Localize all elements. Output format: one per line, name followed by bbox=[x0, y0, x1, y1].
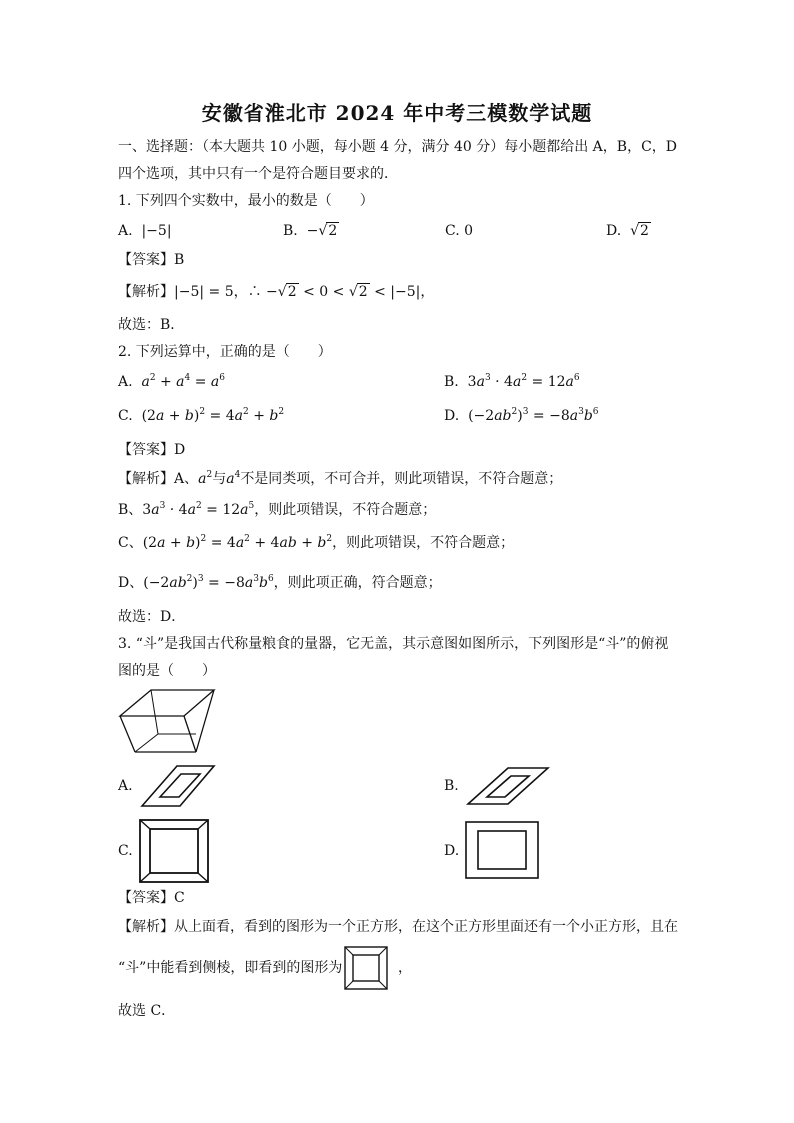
q2-analysis-c-prefix: C、 bbox=[118, 535, 143, 551]
q3-stem-line2: 图的是（ ） bbox=[118, 663, 216, 679]
q2-analysis-a-text: 不是同类项，不可合并，则此项错误，不符合题意； bbox=[240, 471, 563, 487]
q1-option-d-label: D. bbox=[606, 223, 622, 239]
q3-analysis-text1: 从上面看，看到的图形为一个正方形，在这个正方形里面还有一个小正方形，且在 bbox=[174, 919, 678, 935]
q3-option-b-figure bbox=[466, 766, 550, 806]
q1-option-d: D. √2 bbox=[606, 223, 649, 239]
q2-option-a-label: A. bbox=[118, 374, 133, 390]
page-title: 安徽省淮北市 2024 年中考三模数学试题 bbox=[201, 101, 593, 125]
q3-analysis-line2 bbox=[118, 958, 342, 978]
q3-analysis-line1 bbox=[118, 917, 678, 937]
section-instruction-line1: 一、选择题：（本大题共 10 小题，每小题 4 分，满分 40 分）每小题都给出 A，B，C，D bbox=[118, 139, 678, 155]
q2-analysis-b-text: ，则此项错误，不符合题意； bbox=[254, 502, 437, 518]
q3-stem-line1: 3. “斗”是我国古代称量粮食的量器，它无盖，其示意图如图所示，下列图形是“斗”的俯视 bbox=[118, 636, 669, 652]
q2-analysis-c-text: ，则此项错误，不符合题意； bbox=[332, 535, 515, 551]
q1-answer: 【答案】B bbox=[118, 252, 185, 268]
q2-analysis-b: B、$3a^3 \cdot 4a^2 = 12a^5$，则此项错误，不符合题意； bbox=[118, 501, 437, 518]
q1-stem: 1. 下列四个实数中，最小的数是（ ） bbox=[118, 193, 374, 209]
q3-conclusion: 故选 C． bbox=[118, 1003, 176, 1019]
q1-option-a-label: A. bbox=[118, 223, 133, 239]
q3-analysis-text2a: “斗”中能看到侧棱，即看到的图形为 bbox=[118, 960, 343, 976]
q2-analysis-a-mid: 与 bbox=[212, 471, 227, 487]
q3-option-d-label: D. bbox=[444, 843, 460, 859]
q3-option-c-label: C. bbox=[118, 843, 133, 859]
q2-analysis-d-text: ，则此项正确，符合题意； bbox=[273, 575, 442, 591]
q3-analysis-text2b: ， bbox=[398, 960, 412, 976]
q2-analysis-d-prefix: D、 bbox=[118, 575, 144, 591]
q2-conclusion: 故选：D． bbox=[118, 609, 186, 625]
q2-analysis-b-prefix: B、 bbox=[118, 502, 143, 518]
q2-analysis-a-prefix: A、 bbox=[174, 471, 199, 487]
q2-option-d-label: D. bbox=[444, 408, 460, 424]
q2-option-c-label: C. bbox=[118, 408, 133, 424]
q1-option-c: C. 0 bbox=[445, 223, 474, 239]
q3-analysis-label: 【解析】 bbox=[118, 919, 174, 935]
q3-option-d-figure bbox=[465, 821, 539, 879]
q1-option-b-label: B. bbox=[283, 223, 298, 239]
q2-analysis-c: C、$(2a + b)^2 = 4a^2 + 4ab + b^2$，则此项错误，不符合题意； bbox=[118, 534, 515, 551]
q2-option-a: A. $a^2 + a^4 = a^6$ bbox=[118, 373, 225, 390]
q3-analysis-inline-figure bbox=[344, 946, 388, 990]
q1-analysis-label: 【解析】 bbox=[118, 284, 174, 300]
q2-stem: 2. 下列运算中，正确的是（ ） bbox=[118, 344, 332, 360]
q3-option-c-figure bbox=[139, 819, 209, 883]
q1-option-b: B. −√2 bbox=[283, 223, 338, 239]
dou-3d-figure bbox=[118, 688, 218, 756]
q2-option-b: B. $3a^3 \cdot 4a^2 = 12a^6$ bbox=[444, 373, 580, 390]
q2-answer: 【答案】D bbox=[118, 442, 186, 458]
q1-option-a: A. |−5| bbox=[118, 223, 172, 239]
q2-option-d: D. $(-2ab^2)^3 = -8a^3b^6$ bbox=[444, 407, 599, 424]
q3-option-a-label: A. bbox=[118, 778, 133, 794]
q3-option-a-figure bbox=[140, 764, 216, 808]
q2-option-b-label: B. bbox=[444, 374, 459, 390]
section-instruction-line2: 四个选项，其中只有一个是符合题目要求的． bbox=[118, 166, 398, 182]
q2-analysis-d: D、$(-2ab^2)^3 = -8a^3b^6$，则此项正确，符合题意； bbox=[118, 574, 442, 591]
q3-answer: 【答案】C bbox=[118, 890, 185, 906]
q1-conclusion: 故选：B． bbox=[118, 317, 185, 333]
q2-analysis-a: 【解析】A、$a^2$与$a^4$不是同类项，不可合并，则此项错误，不符合题意； bbox=[118, 470, 563, 487]
q2-analysis-label: 【解析】 bbox=[118, 471, 174, 487]
q2-option-c: C. $(2a + b)^2 = 4a^2 + b^2$ bbox=[118, 407, 285, 424]
q1-analysis: 【解析】|−5| = 5，∴ −√2 < 0 < √2 < |−5|， bbox=[118, 284, 435, 300]
q3-option-b-label: B. bbox=[444, 778, 459, 794]
